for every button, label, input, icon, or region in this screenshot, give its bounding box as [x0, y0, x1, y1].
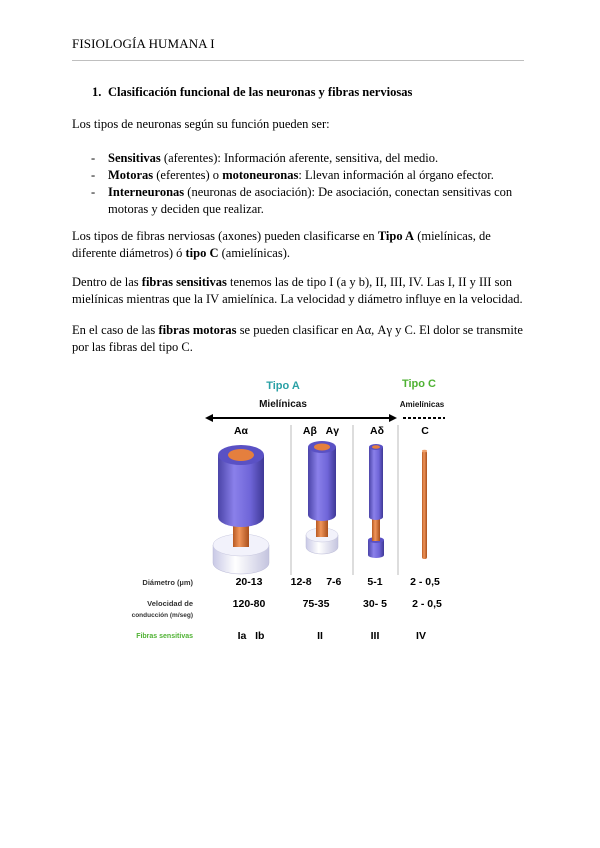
section-heading [92, 85, 412, 100]
col-label-a-delta: Aδ [370, 425, 384, 437]
bullet-dash: - [91, 151, 96, 165]
term-fibras-sensitivas: fibras sensitivas [141, 275, 227, 289]
bullet-text: (eferentes) o [153, 168, 223, 182]
row-label-velocidad: Velocidad de [147, 599, 193, 608]
term-tipo-c: tipo C [185, 246, 219, 260]
bullet-term: Sensitivas [108, 151, 161, 165]
text-run: En el caso de las [72, 323, 159, 337]
row-label-conduccion: conducción (m/seg) [131, 612, 193, 619]
fiber-types-paragraph [72, 228, 524, 262]
bullet-term-2: motoneuronas [222, 168, 299, 182]
fiber-a-alpha [213, 445, 269, 574]
sensory-fibers-paragraph [72, 274, 524, 308]
neuron-types-list [72, 150, 524, 218]
bullet-term: Interneuronas [108, 185, 185, 199]
bullet-term: Motoras [108, 168, 154, 182]
row-label-diametro: Diámetro (µm) [142, 578, 193, 587]
text-run: (amielínicas). [218, 246, 290, 260]
motor-fibers-paragraph [72, 322, 524, 356]
nerve-fiber-figure [131, 365, 453, 655]
text-run: Dentro de las [72, 275, 142, 289]
arrow-right-icon [389, 414, 397, 422]
velocidad-value: 75-35 [302, 598, 330, 610]
fiber-diagram [131, 365, 453, 655]
text-run: (mielínicas, de diferente diámetros) ó [72, 229, 491, 260]
tipo-a-label: Tipo A [266, 380, 300, 392]
text-run: tenemos las de tipo I (a y b), II, III, IV. Las I, II y III son mielínicas mientras que la IV amielínica. La velocidad y diámetro influye en la velocidad. [72, 275, 523, 306]
bullet-dash: - [91, 168, 96, 182]
fiber-c [422, 450, 427, 559]
col-label-a-beta-gamma: Aβ Aγ [302, 425, 340, 437]
fibras-value: III [370, 630, 380, 642]
diametro-value: 2 - 0,5 [410, 576, 440, 588]
fiber-a-delta [368, 444, 384, 558]
list-item [72, 150, 524, 167]
tipo-c-label: Tipo C [401, 378, 437, 390]
velocidad-value: 2 - 0,5 [412, 598, 442, 610]
col-label-a-alpha: Aα [233, 425, 249, 437]
text-run: Los tipos de fibras nerviosas (axones) pueden clasificarse en [72, 229, 378, 243]
row-label-fibras-sensitivas: Fibras sensitivas [136, 633, 193, 640]
fibras-value: II [317, 630, 323, 642]
term-fibras-motoras: fibras motoras [158, 323, 237, 337]
header-rule [72, 60, 524, 61]
bullet-text: (aferentes): Información aferente, sensitiva, del medio. [160, 151, 439, 165]
page-header: FISIOLOGÍA HUMANA I [72, 36, 215, 51]
velocidad-value: 120-80 [232, 598, 266, 610]
diametro-value: 5-1 [367, 576, 383, 588]
text-run: se pueden clasificar en Aα, Aγ y C. El dolor se transmite por las fibras del tipo C. [72, 323, 523, 354]
fiber-a-beta-gamma [306, 441, 338, 554]
diametro-value: 20-13 [235, 576, 263, 588]
bullet-text-2: : Llevan información al órgano efector. [298, 168, 494, 182]
intro-paragraph: Los tipos de neuronas según su función pueden ser: [72, 117, 330, 131]
section-title: Clasificación funcional de las neuronas y fibras nerviosas [108, 85, 413, 99]
term-tipo-a: Tipo A [377, 229, 415, 243]
amielinicas-label: Amielínicas [399, 400, 445, 409]
diametro-value: 12-8 7-6 [290, 576, 342, 588]
fibras-value: Ia Ib [237, 630, 265, 642]
velocidad-value: 30- 5 [363, 598, 387, 610]
col-label-c: C [421, 425, 429, 437]
arrow-left-icon [205, 414, 213, 422]
bullet-text: (neuronas de asociación): De asociación, conectan sensitivas con motoras y deciden que realizar. [108, 185, 513, 216]
bullet-dash: - [91, 185, 96, 199]
mielinicas-label: Mielínicas [259, 399, 307, 410]
list-item [72, 184, 524, 218]
section-number: 1. [92, 85, 102, 99]
list-item [72, 167, 524, 184]
fibras-value: IV [416, 630, 426, 642]
